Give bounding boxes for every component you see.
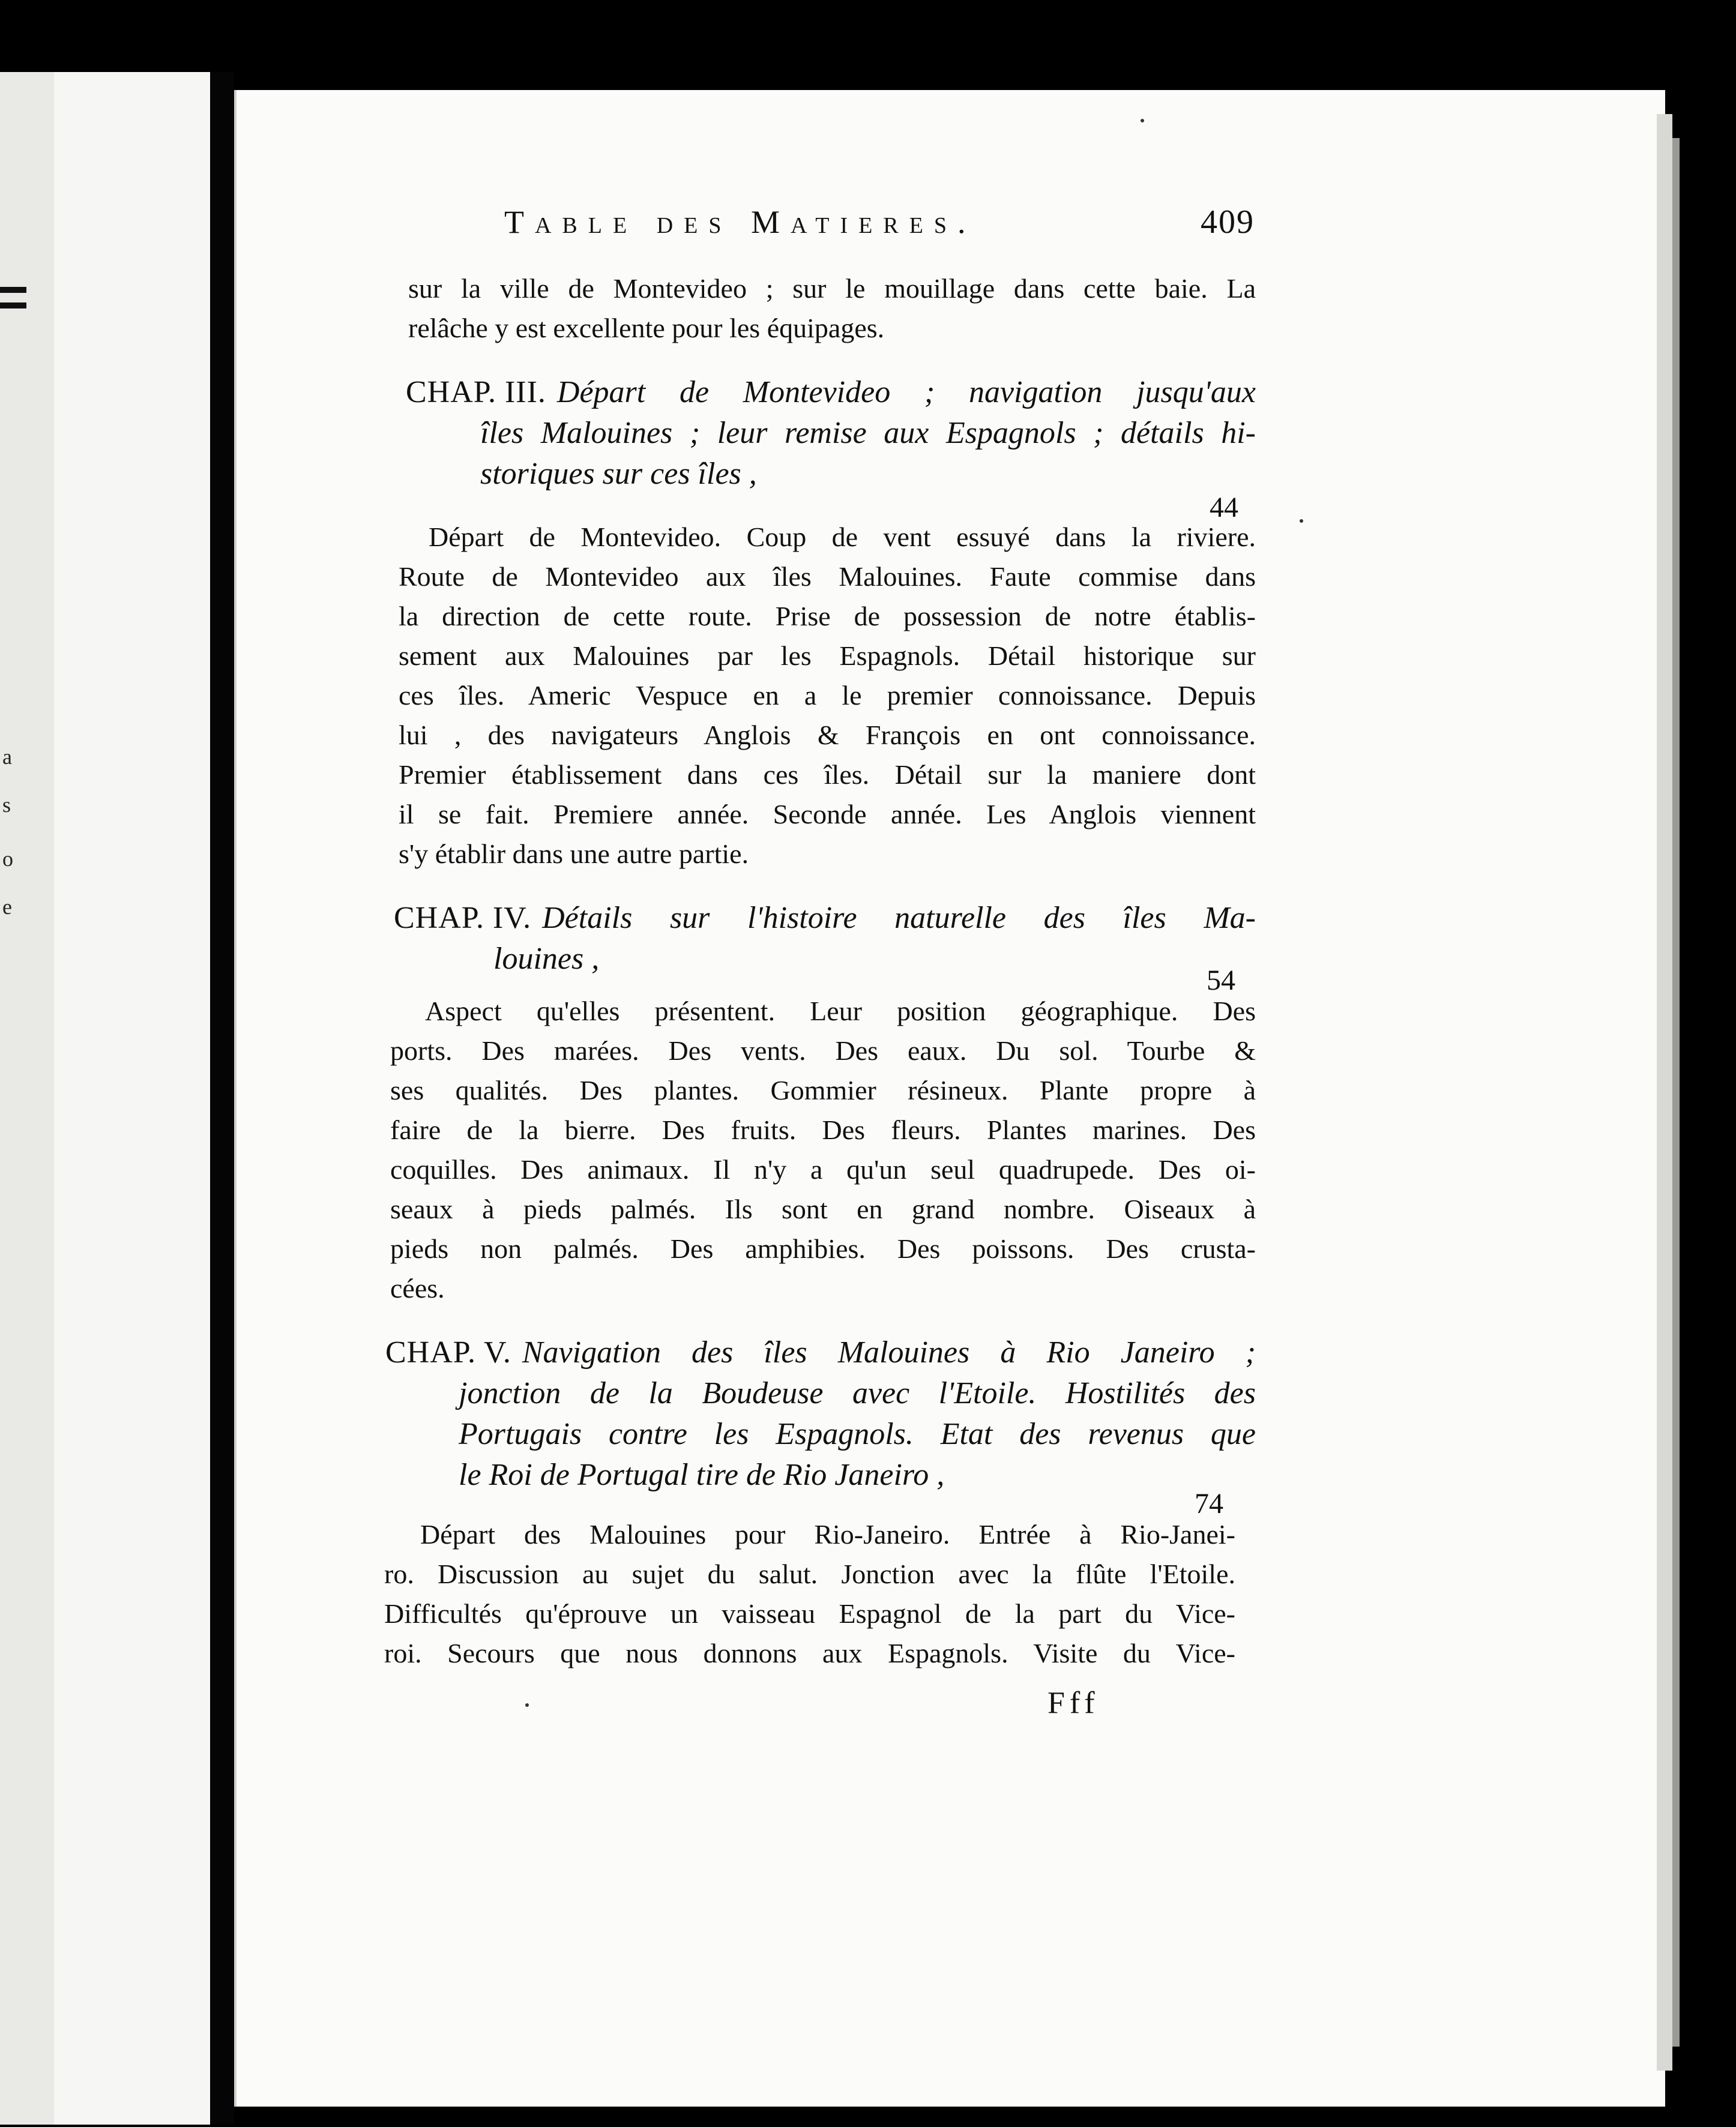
chapter-title-line: Départ de Montevideo ; navigation jusqu'aux [556,375,1256,409]
page-edge-shadow [1672,138,1680,2047]
chapter-title-line: storiques sur ces îles , [480,457,757,491]
signature-mark: Fff [1047,1686,1100,1720]
chapter-title-line: jonction de la Boudeuse avec l'Etoile. Hostilités des [459,1376,1256,1410]
text-line: sement aux Malouines par les Espagnols. Détail historique sur [399,640,1256,671]
book-gutter [210,72,234,2125]
chapter-summary [390,991,1256,1308]
page-edge [1657,114,1672,2071]
text-line: ro. Discussion au sujet du salut. Jonction avec la flûte l'Etoile. [384,1559,1235,1589]
chapter-label: CHAP. III. [406,375,546,409]
text-line: pieds non palmés. Des amphibies. Des poissons. Des crusta- [390,1233,1256,1264]
text-line: s'y établir dans une autre partie. [399,838,749,869]
chapter-title-line: le Roi de Portugal tire de Rio Janeiro , [459,1458,945,1492]
chapter-summary [399,517,1256,874]
text-line: il se fait. Premiere année. Seconde année. Les Anglois viennent [399,799,1256,829]
facing-page-rule [0,302,26,308]
text-line: sur la ville de Montevideo ; sur le mouillage dans cette baie. La [408,273,1256,304]
text-line: Difficultés qu'éprouve un vaisseau Espagnol de la part du Vice- [384,1598,1235,1629]
text-line: Départ de Montevideo. Coup de vent essuyé dans la riviere. [429,522,1256,552]
chapter-title-line: Détails sur l'histoire naturelle des îles Ma- [542,901,1256,935]
chapter-heading [406,372,1256,495]
running-head-title: Table des Matieres. [504,204,977,240]
page-number: 409 [1201,203,1255,241]
chapter-summary [384,1515,1235,1673]
chapter-page-ref: 54 [1207,964,1235,996]
text-line: la direction de cette route. Prise de possession de notre établis- [399,601,1256,631]
running-head [504,203,1255,257]
text-line: cées. [390,1273,445,1304]
chapter-title-line: Navigation des îles Malouines à Rio Janeiro ; [522,1335,1256,1370]
text-line: lui , des navigateurs Anglois & François en ont connoissance. [399,720,1256,750]
facing-page-fragment: a [2,745,12,769]
chapter-label: CHAP. V. [385,1335,511,1370]
chapter-label: CHAP. IV. [394,901,532,935]
text-line: Départ des Malouines pour Rio-Janeiro. Entrée à Rio-Janei- [420,1519,1235,1550]
facing-page-rule [0,287,26,293]
facing-page-fragment: s [2,793,11,817]
facing-page-shadow [0,72,54,2125]
paper-speck [525,1703,529,1707]
chapter-heading [394,898,1256,979]
chapter-title-line: îles Malouines ; leur remise aux Espagnols ; détails hi- [480,416,1256,450]
text-line: seaux à pieds palmés. Ils sont en grand nombre. Oiseaux à [390,1194,1256,1224]
text-line: coquilles. Des animaux. Il n'y a qu'un seul quadrupede. Des oi- [390,1154,1256,1185]
text-line: roi. Secours que nous donnons aux Espagnols. Visite du Vice- [384,1638,1235,1668]
chapter-title-line: louines , [493,942,600,976]
text-line: faire de la bierre. Des fruits. Des fleurs. Plantes marines. Des [390,1115,1256,1145]
chapter-page-ref: 74 [1195,1488,1223,1520]
paper-speck [1141,119,1144,122]
intro-paragraph [408,269,1256,348]
text-line: ces îles. Americ Vespuce en a le premier connoissance. Depuis [399,680,1256,711]
chapter-page-ref: 44 [1210,492,1238,523]
text-line: Route de Montevideo aux îles Malouines. Faute commise dans [399,561,1256,592]
chapter-title-line: Portugais contre les Espagnols. Etat des revenus que [459,1417,1256,1451]
chapter-heading [385,1332,1256,1496]
text-line: Aspect qu'elles présentent. Leur position géographique. Des [425,996,1256,1026]
text-line: relâche y est excellente pour les équipages. [408,313,885,343]
text-line: ses qualités. Des plantes. Gommier résineux. Plante propre à [390,1075,1256,1106]
text-line: Premier établissement dans ces îles. Détail sur la maniere dont [399,759,1256,790]
text-line: ports. Des marées. Des vents. Des eaux. Du sol. Tourbe & [390,1035,1256,1066]
facing-page-fragment: e [2,895,12,919]
paper-speck [1300,519,1303,523]
facing-page-fragment: o [2,847,13,871]
